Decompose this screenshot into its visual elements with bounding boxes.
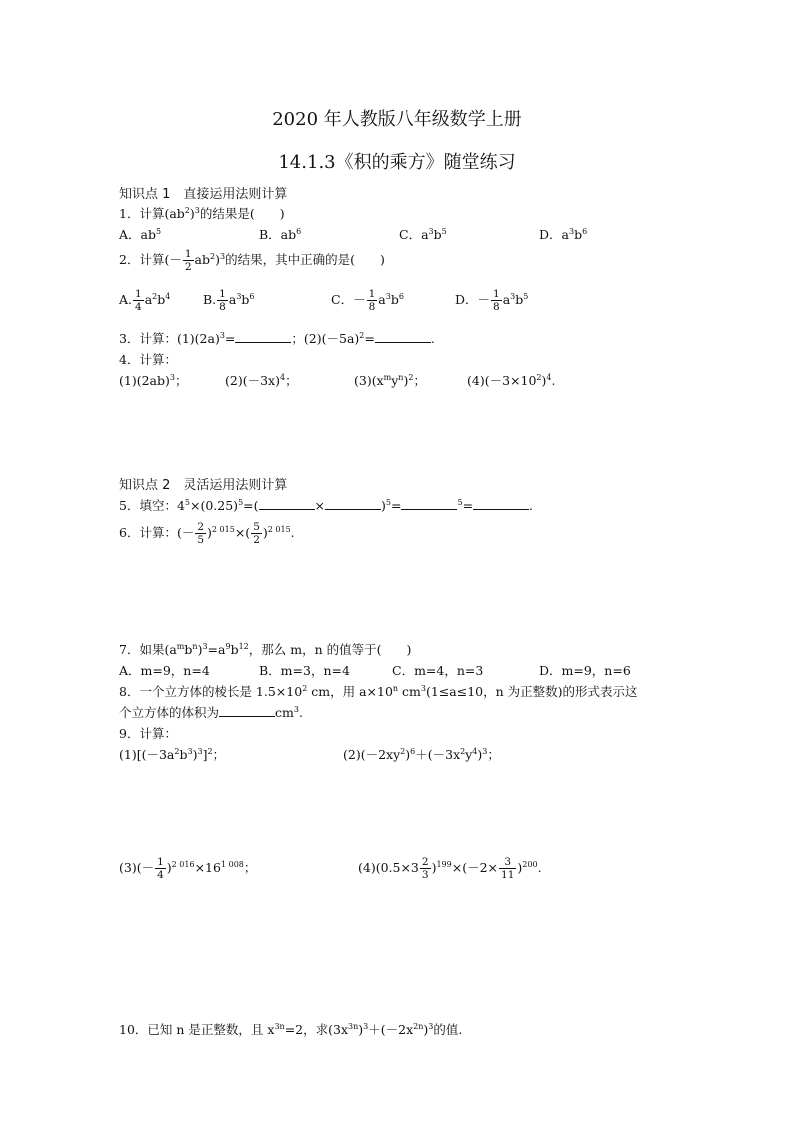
q7-text: ) [197, 642, 203, 657]
option-exp: 6 [582, 227, 588, 236]
q4-text: (3)(x [354, 373, 384, 388]
option-text: D．－ [455, 292, 491, 307]
section-2-heading: 知识点 2 灵活运用法则计算 [119, 478, 288, 493]
q9-exp: 2 [207, 747, 213, 756]
q10-exp: 3n [274, 1022, 285, 1031]
q9-text: (2)(－2xy [343, 747, 401, 762]
q9-exp: 1 008 [220, 860, 244, 869]
option-text: a [228, 292, 237, 307]
q6-text: 6．计算：(－ [119, 525, 195, 540]
numerator: 2 [421, 856, 429, 868]
denominator: 8 [368, 301, 376, 313]
option-exp: 6 [249, 292, 255, 301]
q5-answer-blank-1[interactable] [259, 499, 315, 510]
q10-text: ) [423, 1022, 429, 1037]
numerator: 5 [253, 521, 260, 533]
q1-option-d [539, 225, 587, 243]
q9-exp: 6 [410, 747, 416, 756]
option-text: A．ab [119, 227, 156, 242]
denominator: 4 [157, 869, 164, 881]
denominator: 2 [184, 261, 192, 273]
q8-text: . [298, 705, 303, 720]
q6-fraction [251, 521, 262, 546]
q9-exp: 2 [174, 747, 180, 756]
q9-part-3 [119, 856, 256, 881]
q1-number: 1． [119, 206, 140, 221]
q4-text: (2)(－3x) [225, 373, 280, 388]
option-exp: 6 [296, 227, 302, 236]
q10-text: =2，求(3x [284, 1022, 348, 1037]
q4-exp: 2 [536, 373, 542, 382]
q7-exp: 3 [202, 642, 208, 651]
q5-answer-blank-3[interactable] [401, 499, 457, 510]
question-3 [119, 329, 435, 347]
denominator: 4 [135, 301, 142, 313]
q4-exp: 3 [169, 373, 175, 382]
option-exp: 3 [568, 227, 575, 236]
option-fraction [367, 288, 378, 313]
q1-option-b [259, 225, 301, 243]
q2-fraction [183, 248, 194, 273]
question-7 [119, 640, 411, 658]
q4-text: . [551, 373, 556, 388]
option-text: b [157, 292, 166, 307]
option-text: B. [203, 292, 217, 307]
question-10 [119, 1020, 462, 1038]
denominator: 2 [253, 534, 260, 546]
q4-text: ； [285, 373, 298, 388]
q8-text: 个立方体的体积为 [119, 705, 220, 720]
option-text: b [515, 292, 524, 307]
q9-exp: 3 [197, 747, 203, 756]
option-text: b [390, 292, 399, 307]
q7-exp: 12 [238, 642, 249, 651]
option-fraction [491, 288, 502, 313]
q3-text: 3．计算：(1)(2a) [119, 331, 220, 346]
q9-text: . [537, 860, 542, 875]
q4-exp: n [398, 373, 404, 382]
numerator: 1 [493, 288, 500, 300]
numerator: 1 [135, 288, 142, 300]
q9-exp: 199 [436, 860, 452, 869]
q9-text: ] [202, 747, 208, 762]
q8-answer-blank[interactable] [219, 706, 275, 717]
q9-text: ； [487, 747, 500, 762]
q10-text: ) [358, 1022, 364, 1037]
question-1 [119, 204, 285, 222]
q4-exp: 2 [408, 373, 414, 382]
q8-text: (1≤a≤10，n 为正整数)的形式表示这 [426, 684, 638, 699]
q9-text: b [179, 747, 188, 762]
q10-text: 的值. [433, 1022, 463, 1037]
q9-exp: 3 [482, 747, 488, 756]
q5-exp: 5 [457, 498, 463, 507]
q5-text: 5．填空：4 [119, 498, 185, 513]
q6-text: ×( [234, 525, 251, 540]
q3-exp: 2 [359, 331, 365, 340]
q9-text: ) [477, 747, 483, 762]
q5-text: ×(0.25) [190, 498, 239, 513]
q7-exp: m [176, 642, 185, 651]
option-exp: 5 [523, 292, 529, 301]
q2-option-c [331, 288, 404, 313]
q9-text: ) [166, 860, 172, 875]
q4-text: ) [541, 373, 547, 388]
q9-text: ) [517, 860, 523, 875]
q8-text: cm，用 a×10 [307, 684, 393, 699]
q1-text: ) [189, 206, 195, 221]
q9-fraction [499, 856, 516, 881]
q7-option-b: B．m=3，n=4 [259, 663, 350, 678]
option-text: B．ab [259, 227, 297, 242]
q9-exp: 200 [522, 860, 538, 869]
option-text: b [433, 227, 442, 242]
q1-option-c [399, 225, 447, 243]
q1-text: 计算(ab [139, 206, 185, 221]
option-text: C．－ [331, 292, 366, 307]
q7-exp: n [192, 642, 198, 651]
q9-part-4 [358, 856, 542, 881]
q4-part-1 [119, 371, 187, 389]
q7-exp: 9 [225, 642, 231, 651]
option-exp: 4 [165, 292, 171, 301]
q5-text: = [390, 498, 402, 513]
question-4-heading: 4．计算： [119, 352, 177, 367]
q9-exp: 4 [472, 747, 478, 756]
q9-text: ) [192, 747, 198, 762]
q9-text: (1)[(－3a [119, 747, 175, 762]
question-5 [119, 496, 533, 514]
q9-exp: 2 016 [171, 860, 195, 869]
q6-exp: 2 015 [211, 525, 235, 534]
q2-exp: 3 [219, 252, 226, 261]
q7-text: =a [207, 642, 226, 657]
q10-text: 10．已知 n 是正整数，且 x [119, 1022, 275, 1037]
q9-exp: 3 [187, 747, 193, 756]
q3-exp: 3 [219, 331, 225, 340]
q5-text: =( [243, 498, 259, 513]
numerator: 3 [499, 856, 516, 869]
denominator: 8 [493, 301, 500, 313]
q4-text: y [391, 373, 399, 388]
denominator: 11 [501, 869, 515, 881]
q3-text: = [364, 331, 375, 346]
q10-exp: 2n [413, 1022, 424, 1031]
option-exp: 6 [398, 292, 404, 301]
option-text: b [241, 292, 250, 307]
q7-option-a: A．m=9，n=4 [119, 663, 210, 678]
q9-text: ) [431, 860, 437, 875]
question-8-line-2 [119, 703, 303, 721]
option-exp: 3 [428, 227, 434, 236]
q4-text: ； [174, 373, 188, 388]
denominator: 8 [219, 301, 226, 313]
q3-answer-blank-2[interactable] [375, 332, 431, 343]
q5-text: ) [381, 498, 386, 513]
option-exp: 2 [152, 292, 158, 301]
q2-option-a [119, 288, 170, 313]
q9-part-2 [343, 745, 500, 763]
q5-answer-blank-2[interactable] [325, 499, 381, 510]
q4-text: (4)(－3×10 [467, 373, 537, 388]
q9-fraction [155, 856, 166, 881]
q2-text: 2．计算(－ [119, 252, 182, 267]
q2-option-d [455, 288, 528, 313]
q1-exp: 3 [194, 206, 200, 215]
q8-exp: 2 [302, 684, 308, 693]
q3-text: ；(2)(－5a) [291, 331, 360, 346]
denominator: 5 [197, 534, 205, 546]
q6-text: ) [207, 525, 212, 540]
q10-exp: 3 [363, 1022, 369, 1031]
q9-text: ； [243, 860, 257, 875]
q8-exp: 3 [293, 705, 299, 714]
q7-option-d: D．m=9，n=6 [539, 663, 631, 678]
question-9-heading: 9．计算： [119, 726, 177, 741]
q10-exp: 3 [428, 1022, 434, 1031]
q5-exp: 5 [385, 498, 391, 507]
q3-text: = [224, 331, 236, 346]
q9-exp: 2 [460, 747, 466, 756]
option-exp: 3 [510, 292, 516, 301]
q2-exp: 2 [210, 252, 216, 261]
question-2 [119, 248, 385, 273]
q2-text: ab [194, 252, 210, 267]
q1-text: 的结果是( ) [199, 206, 285, 221]
q4-exp: m [383, 373, 392, 382]
q4-text: ) [403, 373, 409, 388]
option-text: a [502, 292, 511, 307]
option-exp: 5 [441, 227, 447, 236]
option-text: A. [119, 292, 133, 307]
q9-text: ×16 [194, 860, 221, 875]
q9-part-1 [119, 745, 225, 763]
q4-text: (1)(2ab) [119, 373, 170, 388]
q8-exp: n [392, 684, 399, 693]
q7-text: b [184, 642, 193, 657]
option-text: C．a [399, 227, 429, 242]
q5-exp: 5 [238, 498, 244, 507]
q10-text: ＋(－2x [368, 1022, 414, 1037]
numerator: 2 [197, 521, 205, 533]
q4-text: ； [413, 373, 426, 388]
numerator: 1 [368, 288, 376, 300]
q7-option-c: C．m=4，n=3 [392, 663, 484, 678]
q6-text: ) [262, 525, 268, 540]
q5-answer-blank-4[interactable] [473, 499, 529, 510]
q2-text: 的结果，其中正确的是( ) [225, 252, 385, 267]
q9-text: ) [405, 747, 411, 762]
q9-fraction [420, 856, 431, 881]
q4-part-4 [467, 371, 555, 389]
q7-text: 7．如果(a [119, 642, 177, 657]
q3-answer-blank-1[interactable] [235, 332, 291, 343]
option-exp: 3 [236, 292, 242, 301]
option-text: D．a [539, 227, 569, 242]
q4-exp: 4 [546, 373, 552, 382]
q10-exp: 3n [348, 1022, 359, 1031]
option-fraction [217, 288, 228, 313]
q4-exp: 4 [279, 373, 286, 382]
question-6 [119, 521, 295, 546]
q4-part-2 [225, 371, 298, 389]
option-exp: 5 [155, 227, 162, 236]
q4-part-3 [354, 371, 426, 389]
q5-text: × [314, 498, 325, 513]
q6-exp: 2 015 [267, 525, 291, 534]
q9-text: (4)(0.5×3 [358, 860, 419, 875]
question-8 [119, 682, 638, 700]
option-text: a [378, 292, 386, 307]
q5-text: . [529, 498, 534, 513]
q5-text: = [462, 498, 474, 513]
q8-text: cm [275, 705, 294, 720]
q7-text: ，那么 m，n 的值等于( ) [248, 642, 412, 657]
q6-fraction [195, 521, 206, 546]
q8-exp: 3 [420, 684, 426, 693]
option-exp: 3 [385, 292, 391, 301]
option-fraction [133, 288, 144, 313]
q7-text: b [230, 642, 239, 657]
q9-exp: 2 [400, 747, 406, 756]
option-text: b [574, 227, 583, 242]
section-1-heading: 知识点 1 直接运用法则计算 [119, 187, 288, 202]
q8-text: cm [398, 684, 421, 699]
q1-option-a [119, 225, 161, 243]
q1-exp: 2 [184, 206, 190, 215]
q9-text: y [465, 747, 473, 762]
denominator: 3 [421, 869, 429, 881]
q2-option-b [203, 288, 255, 313]
q2-text: ) [215, 252, 220, 267]
numerator: 1 [219, 288, 226, 300]
q9-text: (3)(－ [119, 860, 155, 875]
numerator: 1 [184, 248, 192, 260]
q9-text: ×(－2× [451, 860, 499, 875]
option-text: a [144, 292, 153, 307]
q9-text: ； [212, 747, 226, 762]
q9-text: ＋(－3x [415, 747, 461, 762]
numerator: 1 [157, 856, 164, 868]
q6-text: . [290, 525, 295, 540]
page-subtitle: 14.1.3《积的乘方》随堂练习 [278, 152, 516, 173]
q5-exp: 5 [184, 498, 190, 507]
q3-text: . [430, 331, 435, 346]
page-title: 2020 年人教版八年级数学上册 [272, 109, 522, 130]
q8-text: 8．一个立方体的棱长是 1.5×10 [119, 684, 303, 699]
